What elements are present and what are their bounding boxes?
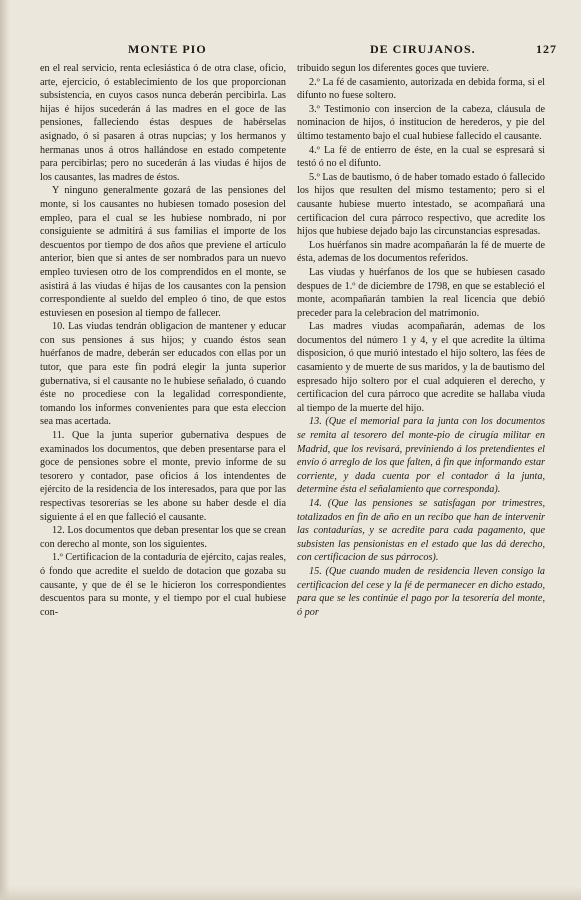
italic-paragraph: 14. (Que las pensiones se satisfagan por trimestres, totalizados en fin de año en un recibo que han de intervenir las contadurías, y se acredite para cada pagamento, que subsisten las pensionistas en el estado que las dá derecho, con certificacion de sus párrocos). xyxy=(297,498,545,564)
left-text-column xyxy=(40,62,286,619)
running-head xyxy=(0,42,581,60)
paragraph: Las viudas y huérfanos de los que se hubiesen casado despues de 1.º de diciembre de 1798, en que se estableció el monte, acompañarán tambien la real licencia que debió preceder para la celebracion del matrimonio. xyxy=(297,266,545,319)
page-number: 127 xyxy=(536,42,557,56)
paragraph: 10. Las viudas tendrán obligacion de mantener y educar con sus pensiones á sus hijos; y cuando éstos sean huérfanos de madre, deberán ser educados con ellas por un tutor, que para este fin podrá elegir la junta superior gubernativa, si el causante no le hubiese señalado, ó cuando éste no procediese con la legalidad correspondiente, tomando los informes convenientes para que esta eleccion sea mas acertada. xyxy=(40,321,286,428)
spine-shadow xyxy=(0,0,10,900)
paragraph: Los huérfanos sin madre acompañarán la fé de muerte de ésta, ademas de los documentos referidos. xyxy=(297,239,545,265)
paragraph: 3.º Testimonio con insercion de la cabeza, cláusula de nominacion de hijos, ó institucion de herederos, y pie del último testamento bajo el cual hubiese fallecido el causante. xyxy=(297,103,545,142)
paragraph: tribuido segun los diferentes goces que tuviere. xyxy=(297,63,490,74)
italic-paragraph: 15. (Que cuando muden de residencia lleven consigo la certificacion del cese y la fé de permanecer en dicho estado, para que se les continúe el pago por la tesorería del monte, ó por xyxy=(297,565,545,618)
paragraph: Y ninguno generalmente gozará de las pensiones del monte, si los causantes no hubiesen tomado posesion del empleo, para el cual se les hubiese nombrado, ni por consiguiente se admitirá á sus familias el importe de los descuentos por tiempo de dos años que previene el artículo anterior, bien que si antes de ser nombrados para un nuevo empleo tuviesen otro de los comprendidos en el monte, se asistirá á las viudas é hijas de los causantes con la pension correspondiente al sueldo del empleo ó tino, de que estos estuviesen en posesion al tiempo de fallecer. xyxy=(40,185,286,319)
paragraph: 2.º La fé de casamiento, autorizada en debida forma, si el difunto no fuese soltero. xyxy=(297,76,545,102)
paragraph: 4.º La fé de entierro de éste, en la cual se espresará si testó ó no el difunto. xyxy=(297,144,545,170)
paragraph: 12. Los documentos que deban presentar los que se crean con derecho al monte, son los siguientes. xyxy=(40,525,286,550)
paragraph: 5.º Las de bautismo, ó de haber tomado estado ó fallecido los hijos que resulten del mismo testamento; pero si el causante hubiese muerto intestado, se acompañará una certificacion del cura párroco respectivo, que acredite los hijos que hubiese dejado bajo las circunstancias espresadas. xyxy=(297,171,545,238)
running-head-left: MONTE PIO xyxy=(128,42,207,56)
italic-paragraph: 13. (Que el memorial para la junta con los documentos se remita al tesorero del monte-pio de cirugía militar en Madrid, que los revisará, previniendo á los pretendientes el envío ó arreglo de los que falten, á fin que informando estar corriente, y dada cuenta por el contador á la junta, determine ésta el señalamiento que corresponda). xyxy=(297,416,545,496)
page-edge-shadow xyxy=(0,886,581,900)
paragraph: 11. Que la junta superior gubernativa despues de examinados los documentos, que deben presentarse para el goce de pensiones sobre el monte, previo informe de su tesorero y contador, pase oficios á los intendentes de ejército de la residencia de los interesados, para que por las respectivas tesorerías se les abone su haber desde el dia siguiente á el en que falleció el causante. xyxy=(40,430,286,523)
paragraph: Las madres viudas acompañarán, ademas de los documentos del número 1 y 4, y el que acredite la última disposicion, ó que murió intestado el hijo soltero, las fées de casamiento y de muerte de sus maridos, y la de bautismo del espresado hijo soltero por el cual adquieren el derecho, y certificacion del cura párroco que acredite se hallaba viuda al tiempo de la muerte del hijo. xyxy=(297,321,545,414)
running-head-right: DE CIRUJANOS. xyxy=(370,42,476,56)
paragraph: 1.º Certificacion de la contaduría de ejército, cajas reales, ó fondo que acredite el sueldo de dotacion que gozaba su causante, y que de él se le hicieron los correspondientes descuentos para su monte, y el tiempo por el cual hubiese con- xyxy=(40,552,286,618)
paragraph: en el real servicio, renta eclesiástica ó de otra clase, oficio, arte, ejercicio, ó establecimiento de los que proporcionan subsistencia, en cuyos casos nunca deberán percibirla. Las hijas é hijos sucederán á las madres en el goce de las pensiones, falleciendo éstas despues de habérselas asignado, ó si pasaren á otras nupcias; y los hermanos y hermanas unos á otros hallándose en estado competente para percibirlas; pero no sucederán á las viudas é hijos de los causantes, las madres de éstos. xyxy=(40,63,286,183)
right-text-column xyxy=(297,62,545,619)
